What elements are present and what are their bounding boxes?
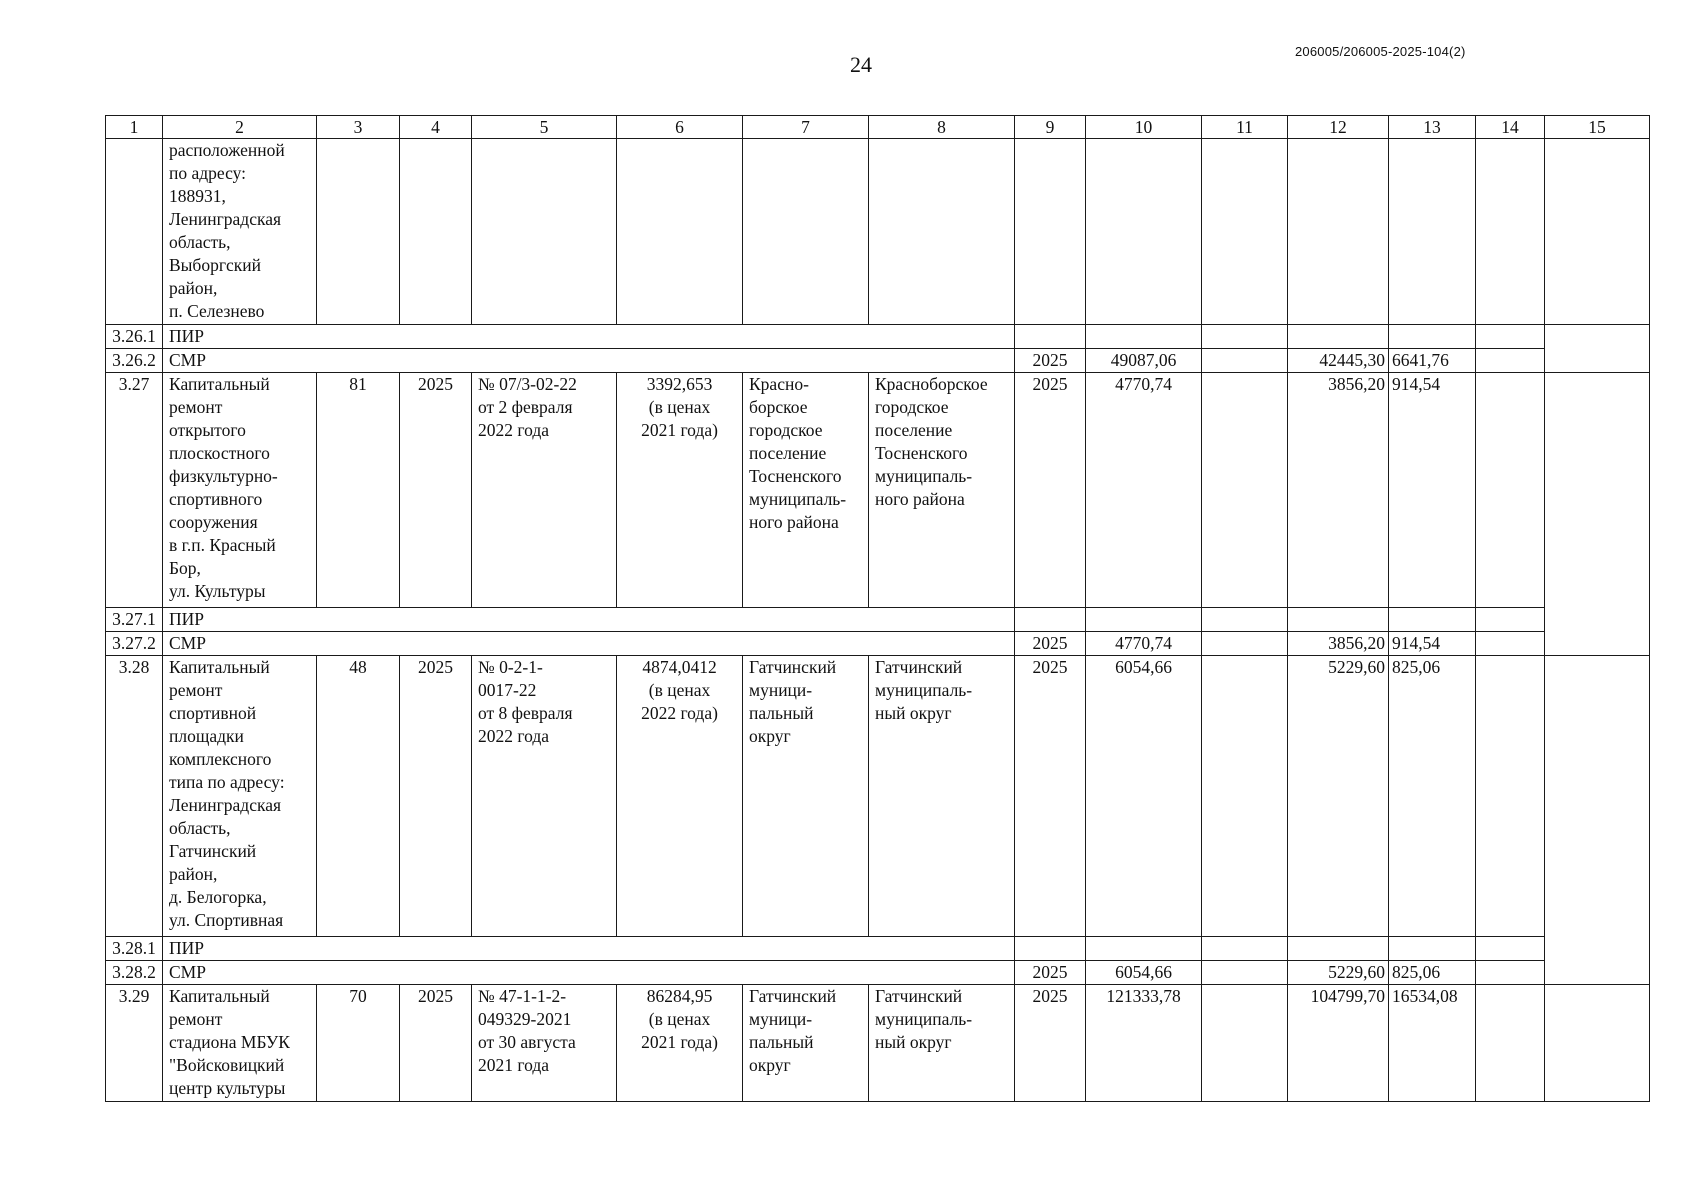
table-row-3-27: [106, 373, 1650, 608]
cell-customer: Гатчинский муници- пальный округ: [743, 985, 869, 1102]
table-row-3-28: [106, 656, 1650, 937]
cell-capacity: 48: [317, 656, 400, 937]
cell-object-name: Капитальный ремонт стадиона МБУК "Войсковицкий центр культуры: [163, 985, 317, 1102]
cell-stage: СМР: [163, 961, 1015, 985]
header-cell: 7: [743, 116, 869, 139]
cell-total: 6054,66: [1086, 656, 1202, 937]
header-cell: 5: [472, 116, 617, 139]
cell-regional: 3856,20: [1288, 632, 1389, 656]
cell-year: 2025: [1015, 985, 1086, 1102]
table-row-3-27-2: [106, 632, 1650, 656]
cell-local: 914,54: [1389, 373, 1476, 608]
header-cell: 2: [163, 116, 317, 139]
header-cell: 13: [1389, 116, 1476, 139]
cell-object-name: расположенной по адресу: 188931, Ленинградская область, Выборгский район, п. Селезнево: [163, 139, 317, 325]
cell-object-name: Капитальный ремонт открытого плоскостного физкультурно- спортивного сооружения в г.п. Красный Бор, ул. Культуры: [163, 373, 317, 608]
table-row-3-27-1: [106, 608, 1650, 632]
cell-code: 3.28.1: [106, 937, 163, 961]
cell-conclusion: № 0-2-1- 0017-22 от 8 февраля 2022 года: [472, 656, 617, 937]
cell-conclusion: № 07/3-02-22 от 2 февраля 2022 года: [472, 373, 617, 608]
cell-code: 3.27.2: [106, 632, 163, 656]
header-cell: 12: [1288, 116, 1389, 139]
cell-number: [106, 139, 163, 325]
cell-stage: ПИР: [163, 608, 1015, 632]
cell-regional: 5229,60: [1288, 656, 1389, 937]
cell-local: 825,06: [1389, 656, 1476, 937]
cell-regional: 42445,30: [1288, 349, 1389, 373]
document-id: 206005/206005-2025-104(2): [1295, 44, 1466, 59]
cell-total: 121333,78: [1086, 985, 1202, 1102]
cell-local: 16534,08: [1389, 985, 1476, 1102]
cell-owner: Гатчинский муниципаль- ный округ: [869, 656, 1015, 937]
cell-estimate: 4874,0412 (в ценах 2022 года): [617, 656, 743, 937]
cell-owner: Гатчинский муниципаль- ный округ: [869, 985, 1015, 1102]
cell-local: 6641,76: [1389, 349, 1476, 373]
cell-col15: [1545, 656, 1650, 985]
table-row-3-26-continued: [106, 139, 1650, 325]
cell-local: 914,54: [1389, 632, 1476, 656]
table-row-3-28-1: [106, 937, 1650, 961]
cell-col15: [1545, 373, 1650, 656]
program-table: [105, 115, 1650, 1102]
header-cell: 10: [1086, 116, 1202, 139]
cell-period: 2025: [400, 373, 472, 608]
cell-total: 6054,66: [1086, 961, 1202, 985]
cell-stage: СМР: [163, 349, 1015, 373]
cell-regional: 3856,20: [1288, 373, 1389, 608]
cell-col15: [1545, 985, 1650, 1102]
cell-year: 2025: [1015, 656, 1086, 937]
cell-code: 3.28.2: [106, 961, 163, 985]
cell-estimate: 3392,653 (в ценах 2021 года): [617, 373, 743, 608]
cell-regional: 104799,70: [1288, 985, 1389, 1102]
table-row-3-26-1: [106, 325, 1650, 349]
cell-stage: ПИР: [163, 325, 1015, 349]
cell-object-name: Капитальный ремонт спортивной площадки комплексного типа по адресу: Ленинградская область, Гатчинский район, д. Белогорка, ул. Спортивная: [163, 656, 317, 937]
header-cell: 4: [400, 116, 472, 139]
cell-owner: Красноборское городское поселение Тосненского муниципаль- ного района: [869, 373, 1015, 608]
cell-code: 3.26.2: [106, 349, 163, 373]
table-row-3-26-2: [106, 349, 1650, 373]
table-row-3-29: [106, 985, 1650, 1102]
cell-customer: Гатчинский муници- пальный округ: [743, 656, 869, 937]
cell-year: 2025: [1015, 349, 1086, 373]
cell-conclusion: № 47-1-1-2- 049329-2021 от 30 августа 2021 года: [472, 985, 617, 1102]
cell-stage: ПИР: [163, 937, 1015, 961]
cell-capacity: 81: [317, 373, 400, 608]
header-cell: 1: [106, 116, 163, 139]
cell-total: 49087,06: [1086, 349, 1202, 373]
cell-code: 3.27.1: [106, 608, 163, 632]
cell-stage: СМР: [163, 632, 1015, 656]
cell-number: 3.28: [106, 656, 163, 937]
header-cell: 11: [1202, 116, 1288, 139]
header-cell: 6: [617, 116, 743, 139]
header-cell: 15: [1545, 116, 1650, 139]
header-cell: 14: [1476, 116, 1545, 139]
cell-code: 3.26.1: [106, 325, 163, 349]
cell-col15: [1545, 325, 1650, 373]
cell-estimate: 86284,95 (в ценах 2021 года): [617, 985, 743, 1102]
header-cell: 3: [317, 116, 400, 139]
cell-number: 3.29: [106, 985, 163, 1102]
cell-period: 2025: [400, 656, 472, 937]
cell-year: 2025: [1015, 632, 1086, 656]
cell-customer: Красно- борское городское поселение Тосненского муниципаль- ного района: [743, 373, 869, 608]
page-number: 24: [850, 52, 872, 77]
cell-local: 825,06: [1389, 961, 1476, 985]
cell-col15: [1545, 139, 1650, 325]
header-row: [106, 116, 1650, 139]
cell-period: 2025: [400, 985, 472, 1102]
table-row-3-28-2: [106, 961, 1650, 985]
cell-regional: 5229,60: [1288, 961, 1389, 985]
cell-capacity: 70: [317, 985, 400, 1102]
cell-year: 2025: [1015, 373, 1086, 608]
cell-total: 4770,74: [1086, 373, 1202, 608]
cell-number: 3.27: [106, 373, 163, 608]
header-cell: 8: [869, 116, 1015, 139]
cell-total: 4770,74: [1086, 632, 1202, 656]
header-cell: 9: [1015, 116, 1086, 139]
cell-year: 2025: [1015, 961, 1086, 985]
